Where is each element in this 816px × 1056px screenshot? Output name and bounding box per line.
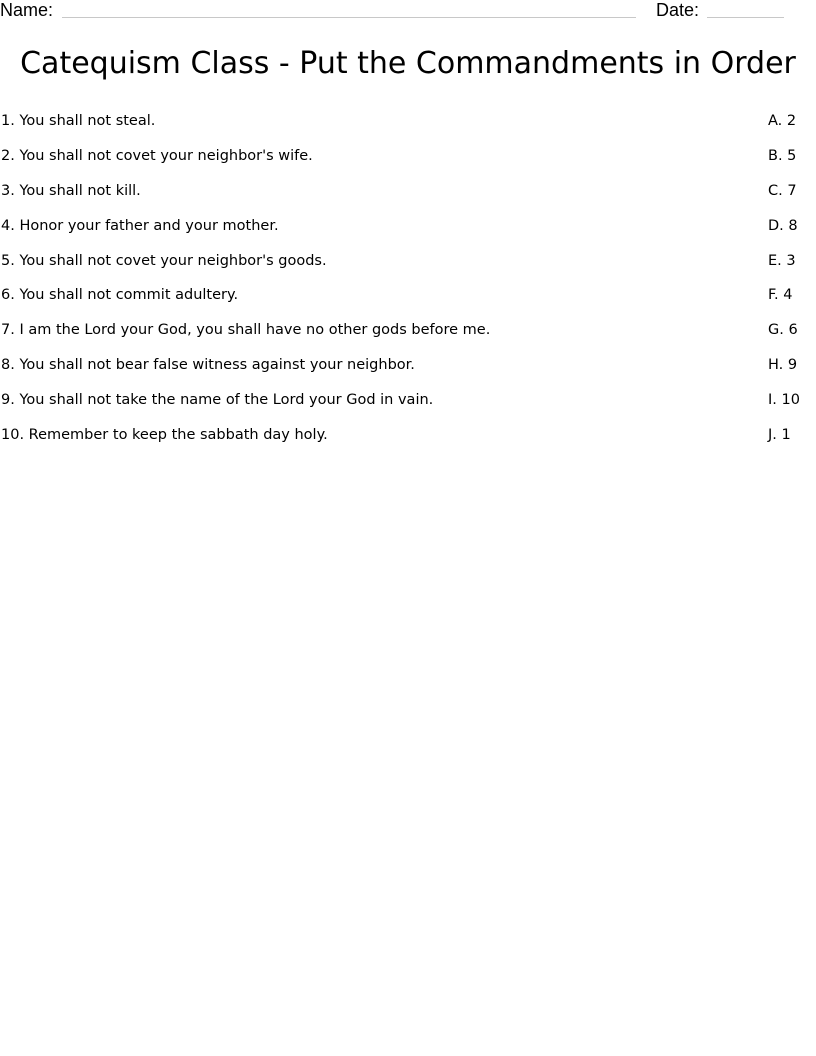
list-item (0, 181, 816, 216)
commandment-statement: 6. You shall not commit adultery. (1, 287, 239, 304)
list-item (0, 146, 816, 181)
commandment-statement: 7. I am the Lord your God, you shall have no other gods before me. (1, 322, 491, 339)
list-item (0, 320, 816, 355)
name-label: Name: (0, 0, 54, 20)
commandment-statement: 9. You shall not take the name of the Lord your God in vain. (1, 392, 434, 409)
list-item (0, 425, 816, 460)
page-title: Catequism Class - Put the Commandments in Order (20, 46, 796, 81)
answer-option: D. 8 (768, 217, 798, 234)
answer-option: C. 7 (768, 182, 797, 199)
list-item (0, 251, 816, 286)
commandment-statement: 2. You shall not covet your neighbor's wife. (1, 147, 313, 164)
answer-option: A. 2 (768, 113, 797, 129)
answer-option: E. 3 (768, 252, 796, 269)
answer-option: I. 10 (768, 392, 800, 409)
date-label: Date: (656, 0, 700, 20)
answer-option: J. 1 (768, 427, 791, 444)
commandment-statement: 8. You shall not bear false witness against your neighbor. (1, 357, 415, 374)
commandment-statement: 4. Honor your father and your mother. (1, 217, 279, 234)
list-item (0, 285, 816, 320)
list-item (0, 216, 816, 251)
commandment-statement: 3. You shall not kill. (1, 182, 141, 199)
answer-option: B. 5 (768, 147, 797, 164)
answer-option: H. 9 (768, 357, 798, 374)
commandment-statement: 5. You shall not covet your neighbor's goods. (1, 252, 327, 269)
commandment-statement: 1. You shall not steal. (1, 113, 156, 129)
commandment-list (0, 111, 816, 460)
answer-option: F. 4 (768, 287, 793, 304)
list-item (0, 355, 816, 390)
answer-option: G. 6 (768, 322, 798, 339)
list-item (0, 111, 816, 146)
date-field-line[interactable] (707, 0, 784, 18)
list-item (0, 390, 816, 425)
worksheet-header (0, 0, 816, 22)
commandment-statement: 10. Remember to keep the sabbath day holy. (1, 427, 328, 444)
name-field-line[interactable] (62, 0, 636, 18)
